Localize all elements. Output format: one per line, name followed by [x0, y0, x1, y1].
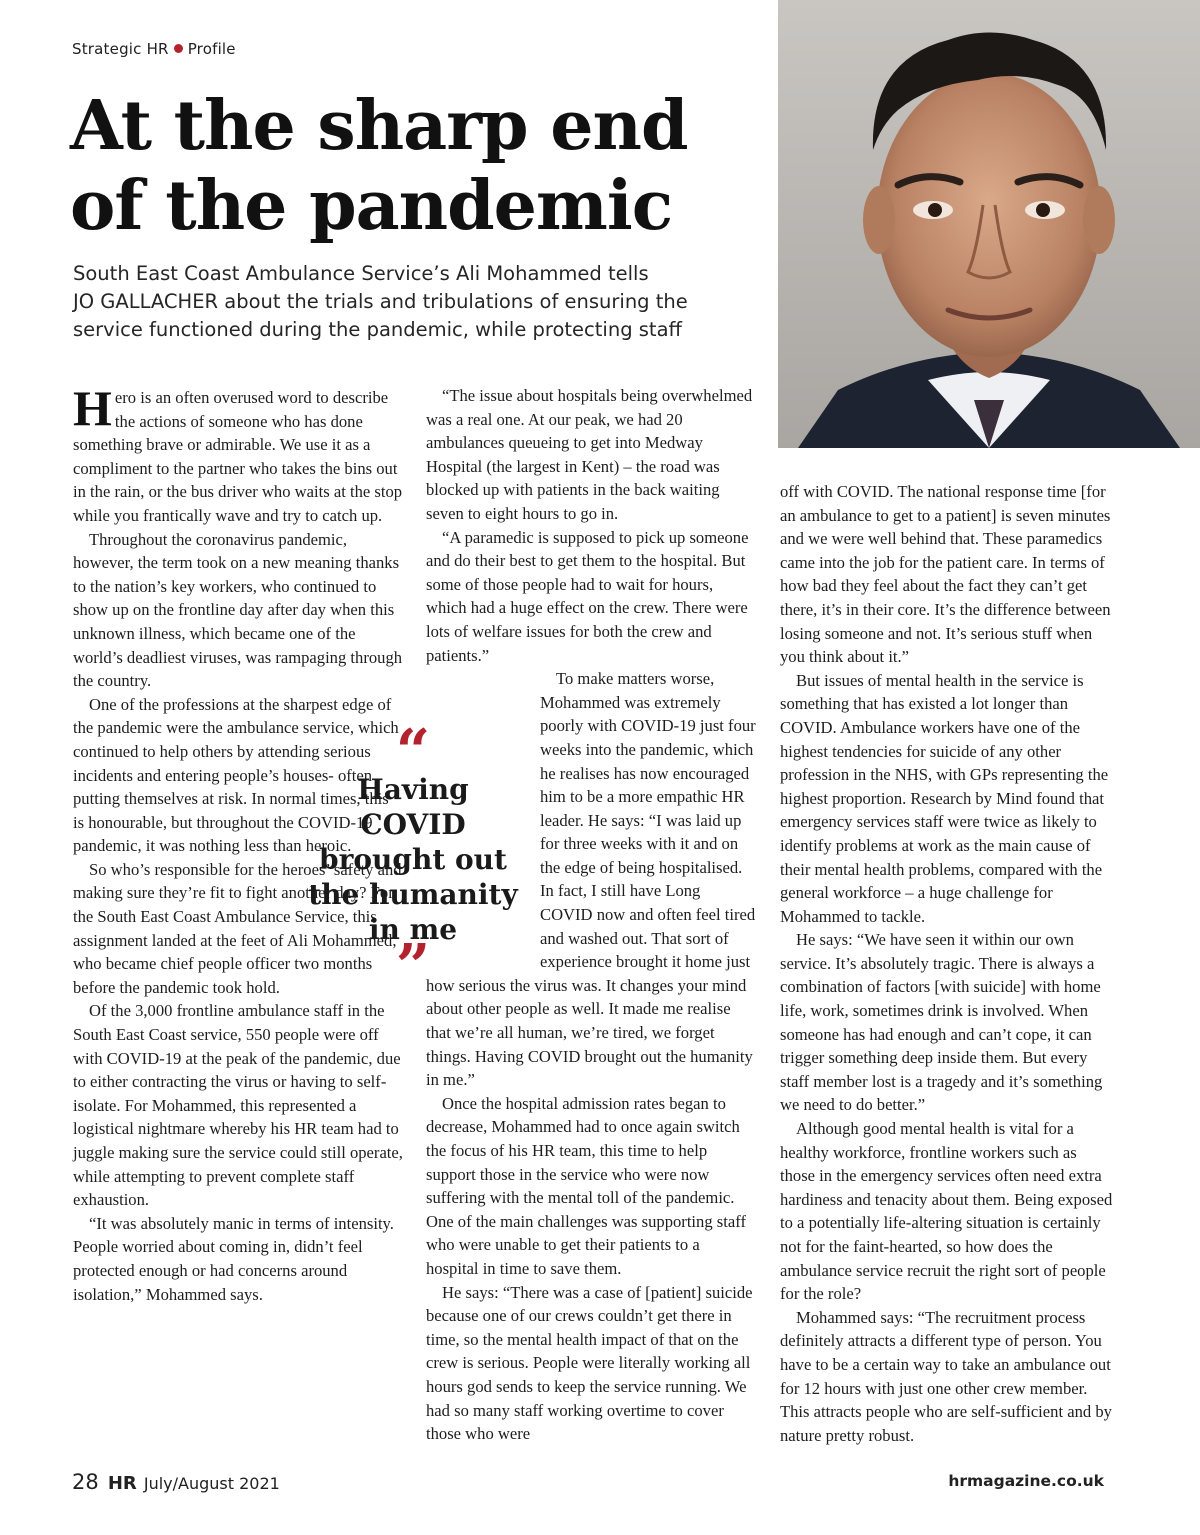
subsection-name: Profile — [187, 40, 236, 58]
section-name: Strategic HR — [72, 40, 169, 58]
paragraph — [73, 380, 403, 528]
paragraph-text: To make matters worse, Mohammed was extremely poorly with COVID-19 just four weeks into the pandemic, which he realises has now encouraged him to be a more empathic HR leader. He says: “I was laid up for three weeks with it and on the edge of being hospitalised. In fact, I still have Long COVID now and often feel tired and washed out. That sort of experience brought it home just how serious the virus was. It changes your mind about other people as well. It made me realise that we’re all human, we’re tired, we forget things. Having COVID brought out the humanity in me.” — [426, 669, 756, 1090]
drop-cap: H — [73, 380, 112, 436]
paragraph: One of the professions at the sharpest edge of the pandemic were the ambulance service, which continued to help others by attending serious incidents and entering people’s houses- often putting themselves at risk. In normal times, this is honourable, but throughout the COVID-19 pandemic, it was nothing less than heroic. — [73, 694, 399, 856]
open-quote-icon: “ — [395, 717, 431, 787]
pull-quote-text: Having COVID brought out the humanity in me — [308, 773, 518, 946]
paragraph: off with COVID. The national response time [for an ambulance to get to a patient] is seven minutes and we were well behind that. These paramedics came into the job for the patient care. In terms of how bad they feel about the fact they can’t get there, it’s in their core. It’s the difference between losing someone and not. It’s serious stuff when you think about it.” — [780, 482, 1111, 667]
website-url: hrmagazine.co.uk — [948, 1472, 1104, 1490]
portrait-photo — [778, 0, 1200, 448]
article-column-2 — [426, 384, 756, 1446]
close-quote-icon: ” — [395, 932, 431, 1002]
page-footer-folio — [72, 1470, 280, 1494]
standfirst-line-3: service functioned during the pandemic, while protecting staff — [73, 318, 682, 341]
headline-line-2: of the pandemic — [70, 166, 673, 246]
paragraph: “A paramedic is supposed to pick up someone and do their best to get them to the hospital. But some of those people had to wait for hours, which had a huge effect on the crew. There were lots of welfare issues for both the crew and patients.” — [426, 527, 749, 665]
paragraph — [426, 667, 756, 1092]
standfirst-line-2: JO GALLACHER about the trials and tribulations of ensuring the — [73, 290, 688, 313]
article-column-3 — [780, 480, 1115, 1447]
headline — [70, 86, 770, 246]
paragraph: Throughout the coronavirus pandemic, however, the term took on a new meaning thanks to the nation’s key workers, who continued to show up on the frontline day after day when this unknown illness, which became one of the world’s deadliest viruses, was rampaging through the country. — [73, 529, 403, 691]
standfirst — [73, 260, 753, 344]
bullet-dot-icon — [174, 44, 183, 53]
paragraph: Once the hospital admission rates began to decrease, Mohammed had to once again switch the focus of his HR team, this time to help support those in the service who were now suffering with the mental toll of the pandemic. One of the main challenges was supporting staff who were unable to get their patients to a hospital in time to save them. — [426, 1093, 746, 1278]
paragraph: “The issue about hospitals being overwhelmed was a real one. At our peak, we had 20 ambulances queueing to get into Medway Hospital (the largest in Kent) – the road was blocked up with patients in the back waiting seven to eight hours to go in. — [426, 386, 753, 523]
paragraph: “It was absolutely manic in terms of intensity. People worried about coming in, didn’t feel protected enough or had concerns around isolation,” Mohammed says. — [73, 1213, 394, 1304]
paragraph: So who’s responsible for the heroes’ safety and making sure they’re fit to fight another day? For the South East Coast Ambulance Service, this assignment landed at the feet of Ali Mohammed, who became chief people officer two months before the pandemic took hold. — [73, 859, 402, 997]
paragraph: Although good mental health is vital for a healthy workforce, frontline workers such as those in the emergency services often need extra hardiness and tenacity about them. Being exposed to a potentially life-altering situation is certainly not for the faint-hearted, so how does the ambulance service recruit the right sort of people for the role? — [780, 1119, 1113, 1304]
pull-quote-spacer — [426, 667, 538, 953]
paragraph: He says: “There was a case of [patient] suicide because one of our crews couldn’t get there in time, so the mental health impact of that on the crew is serious. People were literally working all hours god sends to keep the service running. We had so many staff working overtime to cover those who were — [426, 1282, 753, 1444]
paragraph-text: ero is an often overused word to describe the actions of someone who has done something brave or admirable. We use it as a compliment to the partner who takes the bins out in the rain, or the bus driver who waits at the stop while you frantically wave and try to catch up. — [73, 388, 403, 525]
paragraph: Mohammed says: “The recruitment process definitely attracts a different type of person. You have to be a certain way to take an ambulance out for 12 hours with just one other crew member. This attracts people who are self-sufficient and by nature pretty robust. — [780, 1307, 1112, 1445]
paragraph: He says: “We have seen it within our own service. It’s absolutely tragic. There is always a combination of factors [with suicide] with home life, work, sometimes drink is involved. When someone has had enough and can’t cope, it can trigger something deep inside them. But every staff member lost is a tragedy and it’s something we need to do better.” — [780, 930, 1103, 1115]
paragraph: But issues of mental health in the service is something that has existed a lot longer than COVID. Ambulance workers have one of the highest tendencies for suicide of any other profession in the NHS, with GPs representing the highest proportion. Research by Mind found that emergency services staff were twice as likely to identify problems at work as the main cause of their mental health problems, compared with the general workforce – a huge challenge for Mohammed to tackle. — [780, 670, 1109, 926]
page-number: 28 — [72, 1470, 99, 1494]
standfirst-line-1: South East Coast Ambulance Service’s Ali Mohammed tells — [73, 262, 649, 285]
magazine-name: HR — [107, 1473, 137, 1494]
paragraph: Of the 3,000 frontline ambulance staff in the South East Coast service, 550 people were off with COVID-19 at the peak of the pandemic, due to either contracting the virus or having to self-isolate. For Mohammed, this represented a logistical nightmare whereby his HR team had to juggle making sure the service could still operate, while attempting to prevent complete staff exhaustion. — [73, 1001, 403, 1210]
issue-date: July/August 2021 — [143, 1474, 280, 1493]
section-label — [72, 40, 236, 58]
headline-line-1: At the sharp end — [70, 86, 688, 166]
portrait-illustration — [778, 0, 1200, 448]
